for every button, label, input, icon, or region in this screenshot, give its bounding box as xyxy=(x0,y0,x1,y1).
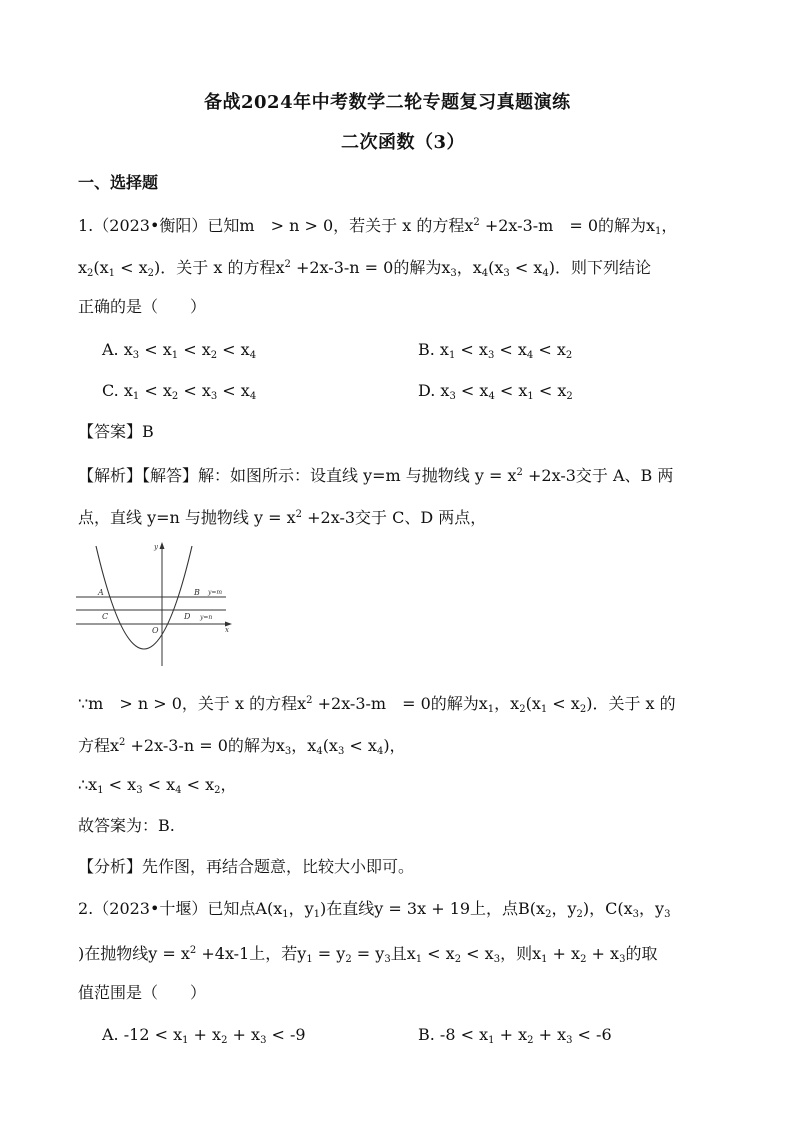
point-b-label: B xyxy=(194,588,200,597)
point-a-label: A xyxy=(98,588,104,597)
q1-because-line2: 方程$x^2 +2x-3-n = 0$的解为$x_3$，$x_4(x_3 < x_4)$， xyxy=(78,736,406,757)
y-axis-arrow xyxy=(160,542,165,549)
q2-line1: 2.（2023•十堰）已知点$A(x_1$，$y_1$)在直线y = 3x + 19上，点$B(x_2$，$y_2$)，$C(x_3$，$y_3$ xyxy=(78,899,671,920)
section-heading: 一、选择题 xyxy=(78,173,159,192)
q2-option-a[interactable]: A. $-12 < x_1 + x_2 + x_3 < -9$ xyxy=(102,1025,306,1046)
page-subtitle: 二次函数（3） xyxy=(341,132,466,153)
q1-line1: 1.（2023•衡阳）已知m > n > 0，若关于 x 的方程$x^2 +2x-3-m$ = 0的解为$x_1$， xyxy=(78,216,678,237)
q1-line2: $x_2(x_1 < x_2)$．关于 x 的方程$x^2 +2x-3-n = 0$的解为$x_3$，$x_4(x_3 < x_4)$．则下列结论 xyxy=(78,258,652,279)
q2-line3: 值范围是（ ） xyxy=(78,983,207,1002)
parabola-figure xyxy=(74,538,234,670)
q1-option-a[interactable]: A. $x_3 < x_1 < x_2 < x_4$ xyxy=(102,340,257,361)
y-axis-label: y xyxy=(154,543,158,551)
origin-label: O xyxy=(152,626,159,635)
q1-therefore: $\therefore x_1 < x_3 < x_4 < x_2$， xyxy=(78,775,237,796)
x-axis-label: x xyxy=(225,626,229,634)
parabola-curve xyxy=(96,546,192,649)
point-d-label: D xyxy=(184,612,191,621)
q1-analysis-line1: 【解析】【解答】解：如图所示：设直线 y=m 与抛物线 $y = x^2 +2x-3$交于 A、B 两 xyxy=(78,466,674,485)
point-c-label: C xyxy=(102,612,109,621)
q1-because-line1: ∵m > n > 0，关于 x 的方程$x^2 +2x-3-m$ = 0的解为$x_1$，$x_2(x_1 < x_2)$．关于 x 的 xyxy=(78,694,676,715)
q1-line3: 正确的是（ ） xyxy=(78,297,207,316)
q1-option-d[interactable]: D. $x_3 < x_4 < x_1 < x_2$ xyxy=(418,381,573,402)
page-title: 备战2024年中考数学二轮专题复习真题演练 xyxy=(204,92,571,113)
q1-analysis-line2: 点，直线 y=n 与抛物线 $y = x^2 +2x-3$交于 C、D 两点， xyxy=(78,508,487,527)
q1-fenxi: 【分析】先作图，再结合题意，比较大小即可。 xyxy=(78,857,415,876)
label-y-m: y=m xyxy=(208,589,223,596)
q1-option-c[interactable]: C. $x_1 < x_2 < x_3 < x_4$ xyxy=(102,381,257,402)
q1-option-b[interactable]: B. $x_1 < x_3 < x_4 < x_2$ xyxy=(418,340,573,361)
label-y-n: y=n xyxy=(200,614,213,621)
q1-conclusion: 故答案为：B. xyxy=(78,816,175,835)
q2-option-b[interactable]: B. $-8 < x_1 + x_2 + x_3 < -6$ xyxy=(418,1025,612,1046)
q2-line2: )在抛物线$y = x^2 +4x-1$上，若$y_1 = y_2 = y_3$且$x_1 < x_2 < x_3$，则$x_1 + x_2 + x_3$的取 xyxy=(78,944,658,965)
q1-answer: 【答案】B xyxy=(78,422,154,441)
